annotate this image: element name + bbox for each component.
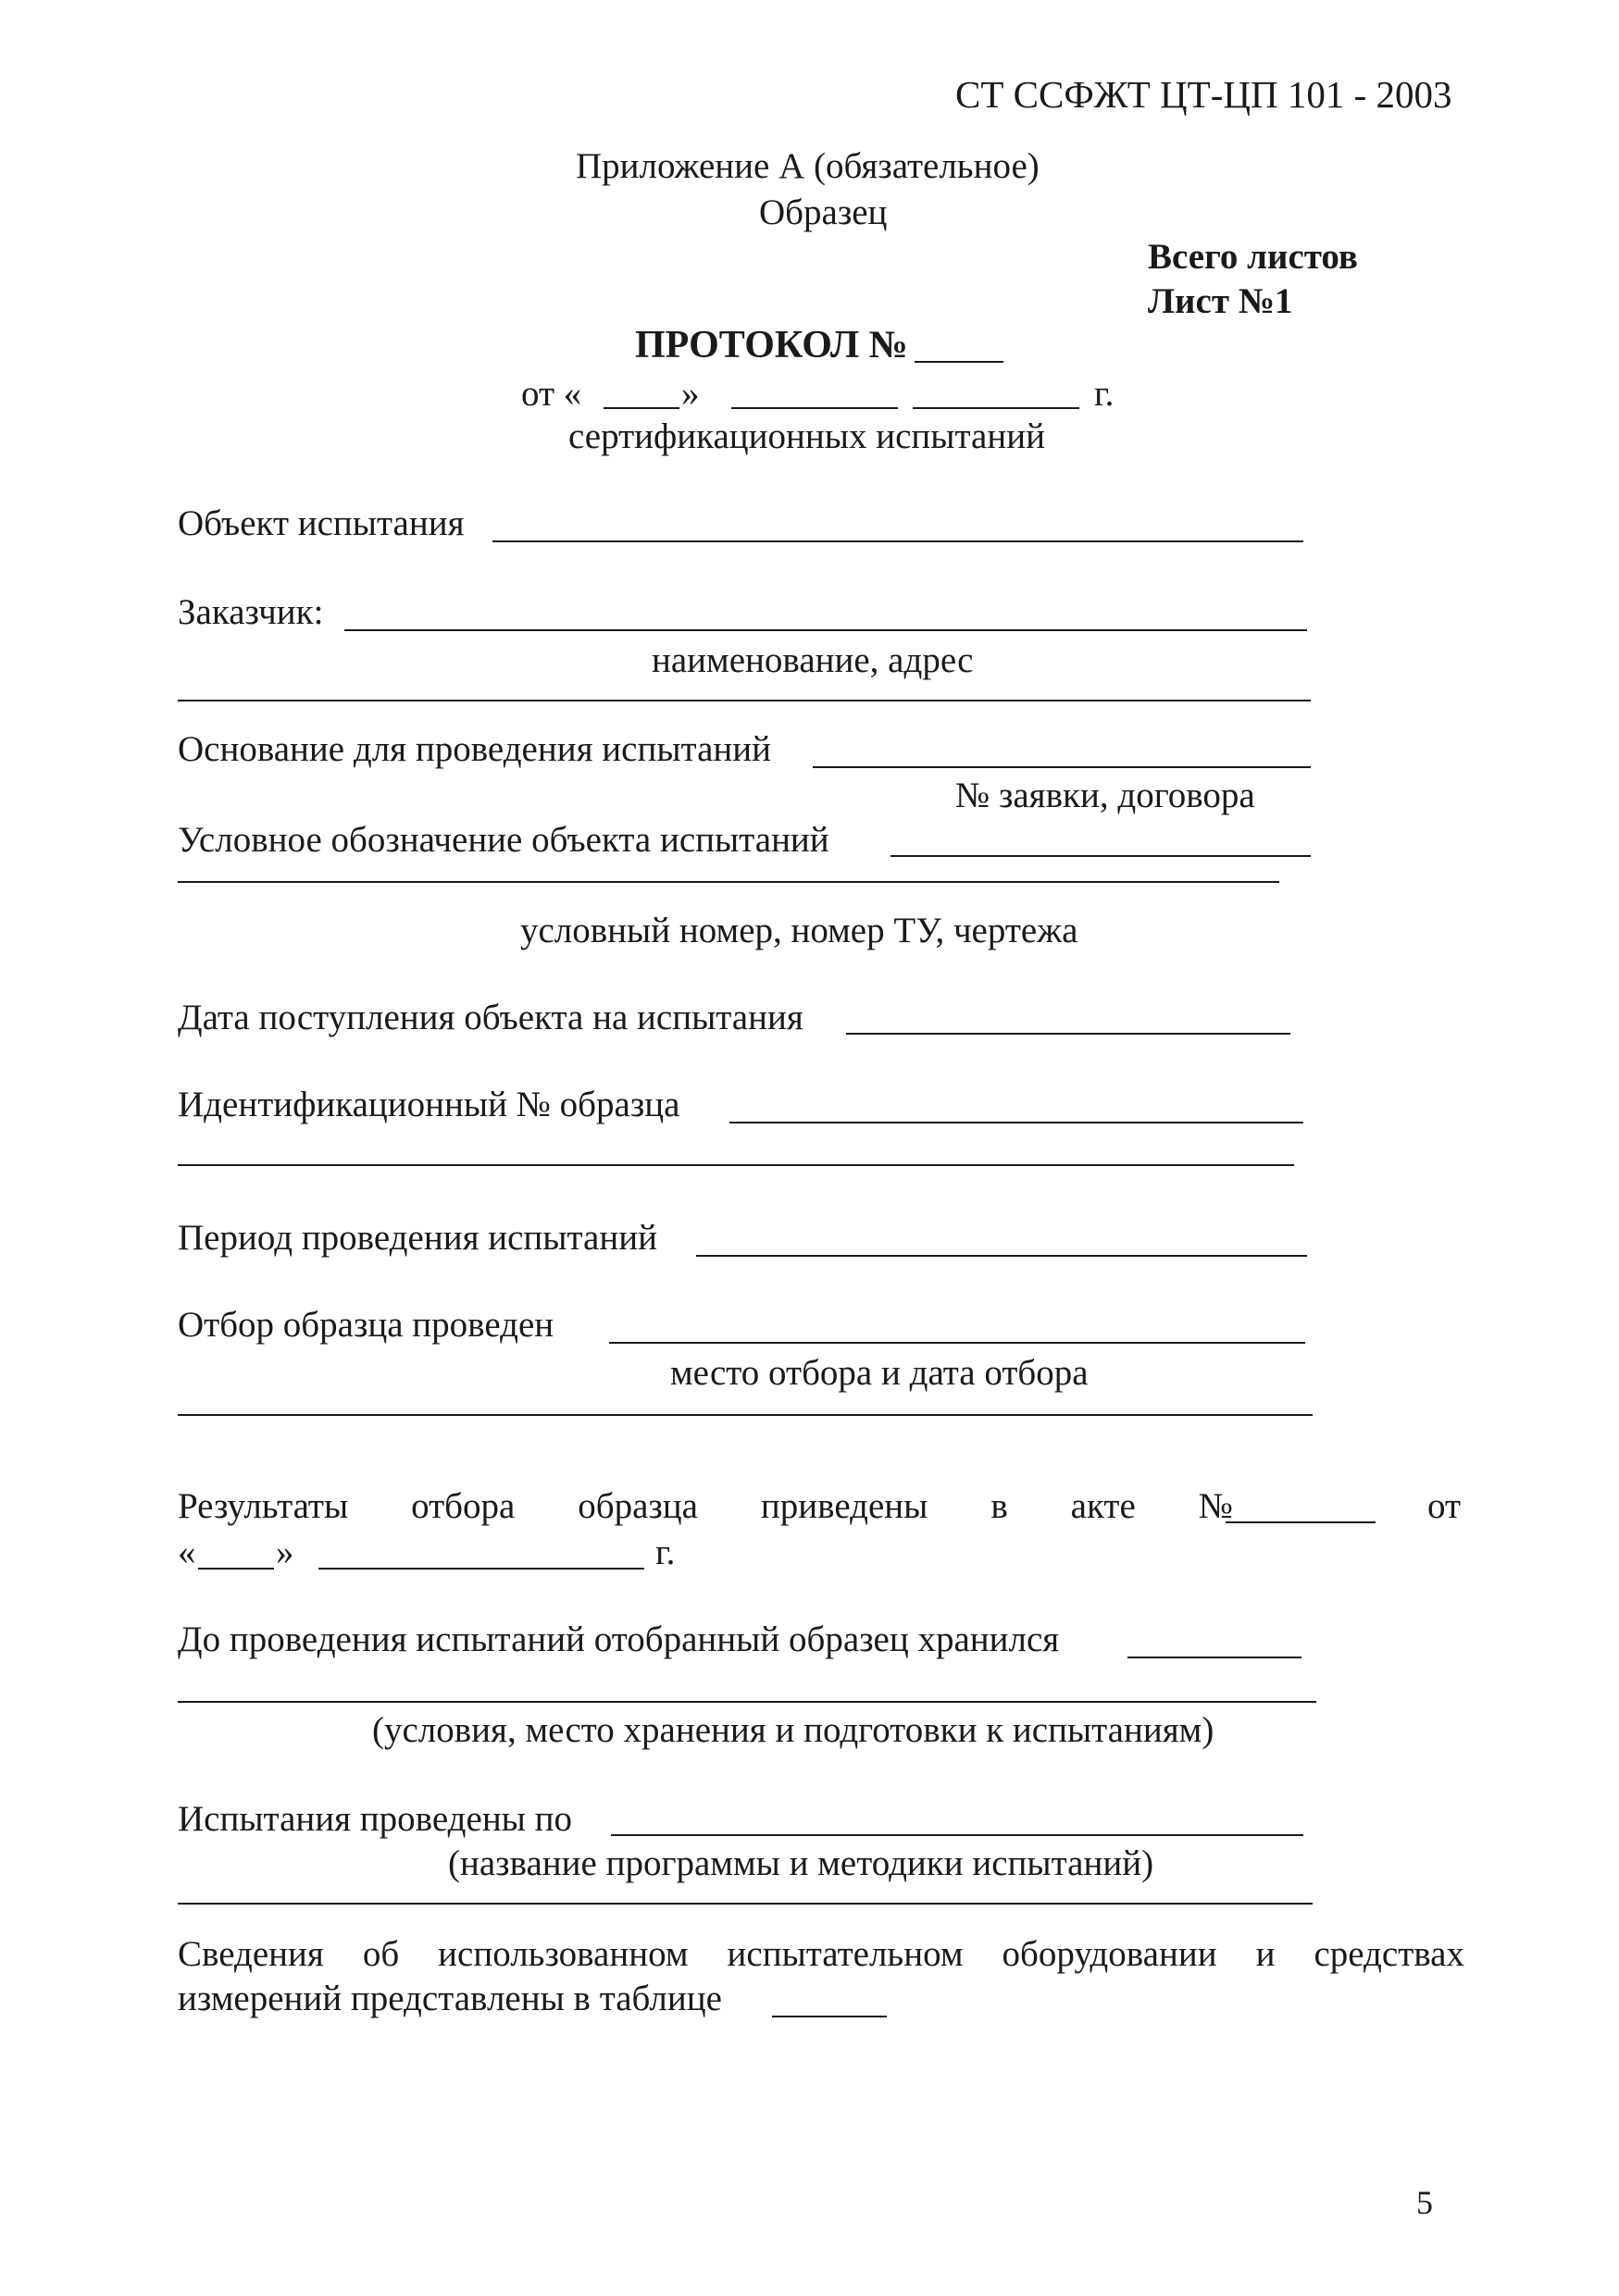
protocol-number-field[interactable]: [915, 361, 1003, 363]
protocol-date-mid: »: [681, 374, 700, 414]
tested-by-field-line2[interactable]: [178, 1903, 1313, 1905]
protocol-title: ПРОТОКОЛ №: [635, 324, 908, 366]
act-number-field[interactable]: [1226, 1521, 1376, 1523]
sampling-hint: место отбора и дата отбора: [670, 1353, 1089, 1393]
arrival-date-field[interactable]: [846, 1033, 1290, 1035]
results-word: в: [990, 1486, 1008, 1526]
results-from: от: [1427, 1486, 1462, 1526]
results-year: г.: [655, 1533, 676, 1572]
equipment-line2: измерений представлены в таблице: [178, 1979, 722, 2018]
protocol-year-field[interactable]: [913, 407, 1079, 409]
storage-field-line2[interactable]: [178, 1701, 1316, 1703]
basis-field[interactable]: [813, 766, 1311, 768]
total-sheets-label: Всего листов: [1148, 237, 1358, 277]
tested-by-field[interactable]: [611, 1834, 1303, 1836]
equipment-word: испытательном: [727, 1934, 964, 1974]
customer-label: Заказчик:: [178, 592, 324, 632]
test-object-label: Объект испытания: [178, 503, 465, 543]
page-number: 5: [1416, 2184, 1433, 2221]
results-sentence: [178, 1488, 1233, 1524]
tested-by-label: Испытания проведены по: [178, 1799, 573, 1839]
results-date-open: «: [178, 1533, 196, 1572]
sheet-number-label: Лист №1: [1148, 281, 1293, 321]
document-code: СТ ССФЖТ ЦТ-ЦП 101 - 2003: [955, 73, 1452, 116]
arrival-date-label: Дата поступления объекта на испытания: [178, 998, 803, 1037]
results-word: акте: [1070, 1486, 1136, 1526]
equipment-word: Сведения: [178, 1934, 324, 1974]
equipment-word: оборудовании: [1002, 1934, 1217, 1974]
storage-hint: (условия, место хранения и подготовки к испытаниям): [372, 1710, 1214, 1750]
act-day-field[interactable]: [198, 1568, 274, 1570]
customer-field[interactable]: [344, 629, 1307, 631]
test-period-label: Период проведения испытаний: [178, 1218, 657, 1258]
act-month-year-field[interactable]: [318, 1568, 644, 1570]
designation-label: Условное обозначение объекта испытаний: [178, 820, 829, 860]
equipment-word: использованном: [438, 1934, 689, 1974]
tested-by-hint: (название программы и методики испытаний): [448, 1843, 1154, 1883]
equipment-word: и: [1255, 1934, 1276, 1974]
test-period-field[interactable]: [696, 1255, 1307, 1257]
sampling-field-line2[interactable]: [178, 1414, 1313, 1416]
results-word: образца: [578, 1486, 698, 1526]
customer-field-line2[interactable]: [178, 700, 1311, 701]
test-object-field[interactable]: [492, 540, 1303, 542]
designation-field-line2[interactable]: [178, 881, 1279, 883]
customer-hint: наименование, адрес: [652, 640, 974, 680]
basis-label: Основание для проведения испытаний: [178, 729, 771, 769]
basis-hint: № заявки, договора: [955, 776, 1255, 815]
results-word: Результаты: [178, 1486, 349, 1526]
results-date-close: »: [276, 1533, 294, 1572]
results-word: приведены: [760, 1486, 928, 1526]
sampling-label: Отбор образца проведен: [178, 1305, 554, 1345]
protocol-date-prefix: от «: [521, 374, 582, 414]
sample-id-field[interactable]: [729, 1122, 1303, 1123]
results-word: №: [1198, 1486, 1233, 1526]
protocol-subtitle: сертификационных испытаний: [568, 416, 1045, 456]
protocol-year-suffix: г.: [1094, 374, 1115, 414]
protocol-month-field[interactable]: [731, 407, 898, 409]
sample-id-field-line2[interactable]: [178, 1164, 1294, 1166]
results-word: отбора: [411, 1486, 516, 1526]
equipment-word: об: [362, 1934, 400, 1974]
storage-label: До проведения испытаний отобранный образец хранился: [178, 1620, 1060, 1659]
equipment-sentence: [178, 1936, 1464, 1972]
storage-field[interactable]: [1127, 1657, 1301, 1658]
designation-field[interactable]: [890, 855, 1311, 857]
table-number-field[interactable]: [772, 2016, 887, 2017]
designation-hint: условный номер, номер ТУ, чертежа: [520, 911, 1078, 950]
appendix-title: Приложение А (обязательное): [576, 146, 1040, 186]
sampling-field[interactable]: [609, 1342, 1305, 1344]
sample-label: Образец: [759, 192, 888, 232]
sample-id-label: Идентификационный № образца: [178, 1085, 680, 1124]
equipment-word: средствах: [1314, 1934, 1464, 1974]
protocol-day-field[interactable]: [604, 407, 679, 409]
